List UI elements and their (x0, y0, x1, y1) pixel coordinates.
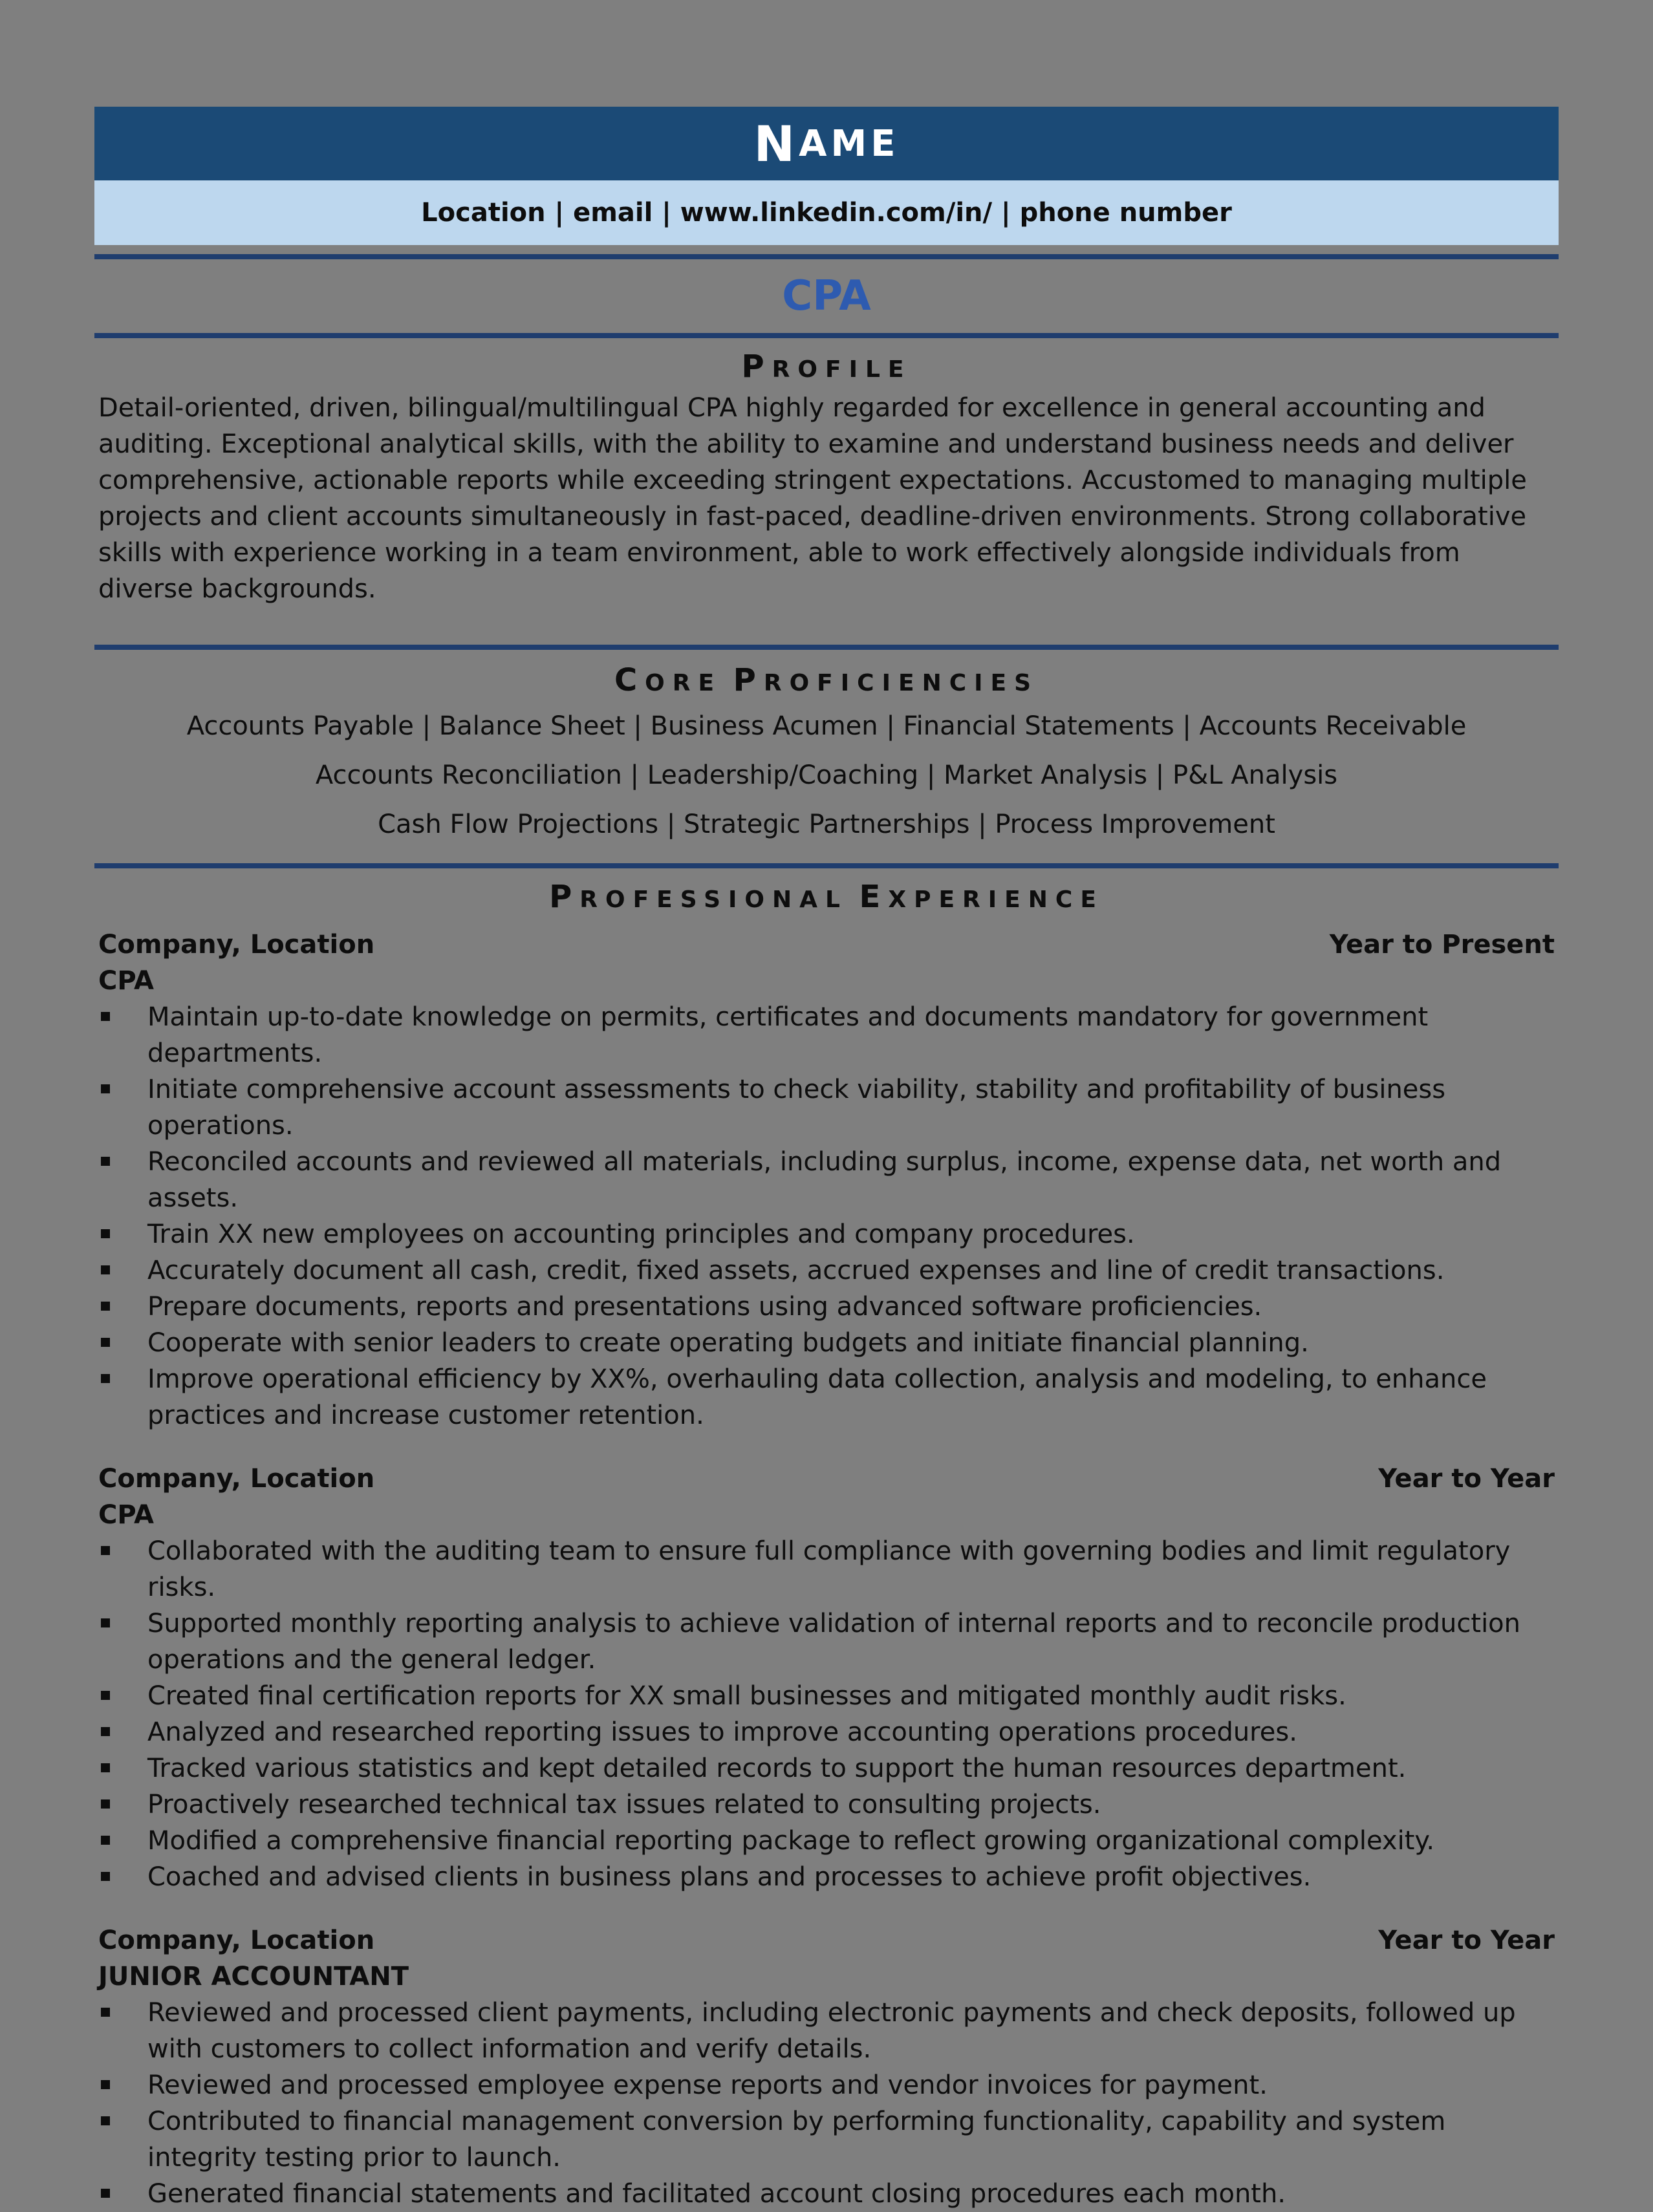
bullet-square-icon (101, 1763, 110, 1772)
name-initial: N (753, 114, 799, 173)
divider (94, 254, 1559, 259)
bullet-item: Created final certification reports for XX small businesses and mitigated monthly audit risks. (94, 1678, 1559, 1714)
job-entry (94, 1922, 1559, 2212)
bullet-item: Initiate comprehensive account assessments to check viability, stability and profitability of business operations. (94, 1071, 1559, 1144)
job-role: JUNIOR ACCOUNTANT (98, 1962, 409, 1992)
bullet-square-icon (101, 1374, 110, 1383)
job-header (94, 927, 1559, 963)
bullet-square-icon (101, 1836, 110, 1845)
bullet-item: Cooperate with senior leaders to create operating budgets and initiate financial planning. (94, 1325, 1559, 1361)
divider (94, 863, 1559, 868)
name-rest: AME (799, 122, 900, 165)
proficiency-list (94, 702, 1559, 849)
bullet-item: Train XX new employees on accounting principles and company procedures. (94, 1216, 1559, 1252)
bullet-item: Proactively researched technical tax issues related to consulting projects. (94, 1787, 1559, 1823)
bullet-item: Coached and advised clients in business plans and processes to achieve profit objectives. (94, 1859, 1559, 1895)
company-location: Company, Location (98, 930, 375, 960)
proficiency-line: Accounts Reconciliation | Leadership/Coaching | Market Analysis | P&L Analysis (315, 760, 1338, 790)
bullet-square-icon (101, 1618, 110, 1627)
divider (94, 645, 1559, 650)
bullet-item: Reconciled accounts and reviewed all materials, including surplus, income, expense data, net worth and assets. (94, 1144, 1559, 1216)
bullet-item: Analyzed and researched reporting issues to improve accounting operations procedures. (94, 1714, 1559, 1750)
bullet-list (94, 1533, 1559, 1895)
job-entry (94, 927, 1559, 1434)
job-dates: Year to Present (1329, 930, 1555, 960)
experience-heading: PROFESSIONAL EXPERIENCE (549, 879, 1104, 915)
bullet-square-icon (101, 1338, 110, 1347)
job-dates: Year to Year (1378, 1464, 1555, 1494)
bullet-square-icon (101, 1691, 110, 1700)
bullet-list (94, 999, 1559, 1434)
bullet-item: Reviewed and processed client payments, including electronic payments and check deposits, followed up with customers to collect information and verify details. (94, 1995, 1559, 2067)
job-header (94, 1461, 1559, 1497)
bullet-item: Accurately document all cash, credit, fixed assets, accrued expenses and line of credit transactions. (94, 1252, 1559, 1289)
bullet-item: Contributed to financial management conversion by performing functionality, capability and system integrity testing prior to launch. (94, 2103, 1559, 2176)
name-banner (94, 107, 1559, 180)
bullet-item: Collaborated with the auditing team to ensure full compliance with governing bodies and limit regulatory risks. (94, 1533, 1559, 1605)
bullet-item: Reviewed and processed employee expense reports and vendor invoices for payment. (94, 2067, 1559, 2103)
bullet-item: Prepare documents, reports and presentations using advanced software proficiencies. (94, 1289, 1559, 1325)
bullet-square-icon (101, 2080, 110, 2089)
job-title: CPA (782, 272, 871, 320)
profile-heading: PROFILE (741, 349, 912, 385)
bullet-item: Modified a comprehensive financial reporting package to reflect growing organizational complexity. (94, 1823, 1559, 1859)
divider (94, 333, 1559, 338)
job-role: CPA (98, 1500, 154, 1530)
profile-text: Detail-oriented, driven, bilingual/multilingual CPA highly regarded for excellence in general accounting and auditing. Exceptional analytical skills, with the ability to examine and understand business needs and deliver comprehensive, actionable reports while exceeding stringent expectations. Accustomed to managing multiple projects and client accounts simultaneously in fast-paced, deadline-driven environments. Strong collaborative skills with experience working in a team environment, able to work effectively alongside individuals from diverse backgrounds. (98, 393, 1527, 604)
bullet-item: Supported monthly reporting analysis to achieve validation of internal reports and to reconcile production operations and the general ledger. (94, 1605, 1559, 1678)
bullet-square-icon (101, 1265, 110, 1274)
bullet-square-icon (101, 1872, 110, 1881)
bullet-square-icon (101, 2189, 110, 2198)
bullet-square-icon (101, 1799, 110, 1809)
bullet-square-icon (101, 1012, 110, 1021)
proficiency-line: Cash Flow Projections | Strategic Partnerships | Process Improvement (378, 810, 1275, 839)
bullet-square-icon (101, 1084, 110, 1093)
resume-page (94, 107, 1559, 2212)
company-location: Company, Location (98, 1926, 375, 1955)
bullet-item: Tracked various statistics and kept detailed records to support the human resources department. (94, 1750, 1559, 1787)
bullet-square-icon (101, 1229, 110, 1238)
bullet-square-icon (101, 1157, 110, 1166)
bullet-square-icon (101, 1302, 110, 1311)
job-entry (94, 1461, 1559, 1895)
bullet-square-icon (101, 2116, 110, 2125)
bullet-item: Improve operational efficiency by XX%, overhauling data collection, analysis and modeling, to enhance practices and increase customer retention. (94, 1361, 1559, 1434)
job-role: CPA (98, 966, 154, 996)
company-location: Company, Location (98, 1464, 375, 1494)
bullet-list (94, 1995, 1559, 2212)
bullet-square-icon (101, 1727, 110, 1736)
proficiency-line: Accounts Payable | Balance Sheet | Business Acumen | Financial Statements | Accounts Receivable (186, 711, 1467, 741)
bullet-item: Generated financial statements and facilitated account closing procedures each month. (94, 2176, 1559, 2212)
contact-line: Location | email | www.linkedin.com/in/ | phone number (94, 180, 1559, 245)
bullet-square-icon (101, 2008, 110, 2017)
bullet-square-icon (101, 1546, 110, 1555)
core-proficiencies-heading: CORE PROFICIENCIES (614, 662, 1039, 698)
bullet-item: Maintain up-to-date knowledge on permits, certificates and documents mandatory for government departments. (94, 999, 1559, 1071)
job-header (94, 1922, 1559, 1959)
job-dates: Year to Year (1378, 1926, 1555, 1955)
